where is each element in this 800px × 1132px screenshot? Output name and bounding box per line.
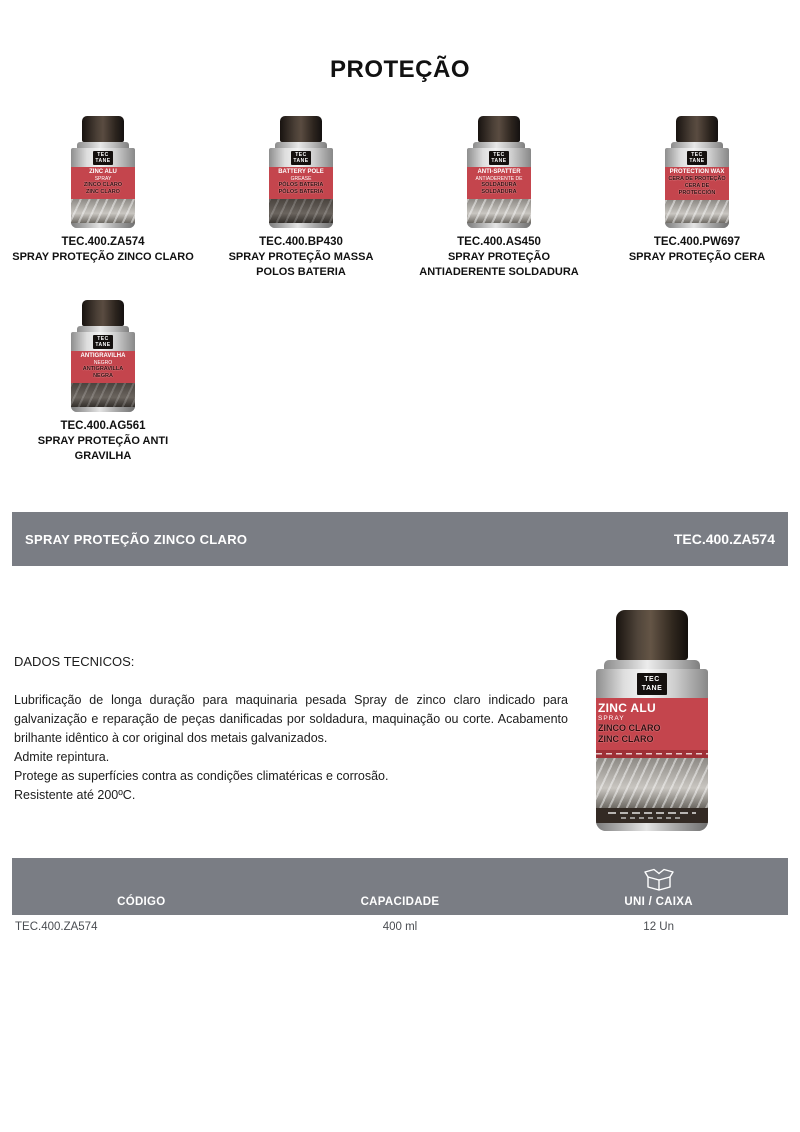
- can-cap: [82, 300, 124, 326]
- can-cap: [82, 116, 124, 142]
- spray-can-image: [70, 300, 136, 412]
- brand-logo: TEC TANE: [687, 151, 707, 165]
- product-grid-row-1: [0, 116, 800, 280]
- can-cap: [676, 116, 718, 142]
- product-card: [598, 116, 796, 280]
- product-code: TEC.400.PW697: [653, 236, 741, 248]
- spray-can-image: [268, 116, 334, 228]
- product-code: TEC.400.ZA574: [61, 236, 145, 248]
- can-rim: [665, 223, 729, 228]
- brand-logo: TEC TANE: [291, 151, 311, 165]
- spec-table-header: [12, 858, 788, 915]
- can-cap: [280, 116, 322, 142]
- spacer: [12, 863, 271, 893]
- product-name: SPRAY PROTEÇÃO ANTIADERENTE SOLDADURA: [419, 251, 579, 278]
- product-name: SPRAY PROTEÇÃO MASSA POLOS BATERIA: [228, 251, 374, 278]
- can-rim: [467, 223, 531, 228]
- can-rim: [71, 407, 135, 412]
- can-cap: [616, 610, 688, 660]
- product-card: [202, 116, 400, 280]
- product-name: SPRAY PROTEÇÃO CERA: [628, 251, 766, 263]
- can-body: [71, 332, 135, 412]
- product-card: [4, 116, 202, 280]
- column-header-capacidade: CAPACIDADE: [360, 896, 440, 908]
- description-line: Resistente até 200ºC.: [14, 788, 136, 802]
- can-cap: [478, 116, 520, 142]
- brand-logo: TEC TANE: [637, 673, 667, 695]
- can-photo-area: [71, 199, 135, 223]
- product-code: TEC.400.AS450: [457, 236, 541, 248]
- spray-can-image: [70, 116, 136, 228]
- description-line: Admite repintura.: [14, 750, 110, 764]
- can-shoulder: [604, 660, 700, 669]
- can-red-strip: [596, 750, 708, 758]
- detail-title: SPRAY PROTEÇÃO ZINCO CLARO: [25, 531, 248, 547]
- can-label: ANTI-SPATTER ANTIADERENTE DE SOLDADURA SOLDADURA: [467, 167, 531, 199]
- brand-logo: TEC TANE: [489, 151, 509, 165]
- product-code: TEC.400.AG561: [60, 420, 146, 432]
- spray-can-image: [664, 116, 730, 228]
- column-header-codigo: CÓDIGO: [117, 896, 166, 908]
- can-label: BATTERY POLE GREASE PÓLOS BATERIA PÓLOS BATERIA: [269, 167, 333, 199]
- detail-code: TEC.400.ZA574: [673, 531, 775, 547]
- can-photo-area: [665, 200, 729, 223]
- can-photo-area: [596, 758, 708, 808]
- can-body: [71, 148, 135, 228]
- can-rim: [269, 223, 333, 228]
- product-name: SPRAY PROTEÇÃO ANTI GRAVILHA: [37, 435, 169, 462]
- can-label: ANTIGRAVILHA NEGRO ANTIGRAVILLA NEGRA: [71, 351, 135, 383]
- detail-section: [12, 566, 788, 832]
- spacer: [271, 863, 530, 893]
- can-rim: [71, 223, 135, 228]
- box-icon: [529, 863, 788, 893]
- product-name: SPRAY PROTEÇÃO ZINCO CLARO: [12, 251, 194, 263]
- detail-product-image: [572, 566, 732, 832]
- description-line: Protege as superfícies contra as condições climatéricas e corrosão.: [14, 769, 389, 783]
- brand-logo: TEC TANE: [93, 335, 113, 349]
- spray-can-image-large: [593, 610, 711, 831]
- can-body: [467, 148, 531, 228]
- can-rim: [596, 823, 708, 831]
- spec-icon-row: [12, 863, 788, 893]
- can-photo-area: [71, 383, 135, 407]
- product-code: TEC.400.BP430: [259, 236, 343, 248]
- technical-data-label: DADOS TECNICOS:: [14, 654, 135, 669]
- can-label: ZINC ALU SPRAY ZINCO CLARO ZINC CLARO: [596, 698, 708, 750]
- spec-table: [12, 858, 788, 939]
- can-body: [665, 148, 729, 228]
- can-photo-area: [269, 199, 333, 223]
- technical-data: [12, 566, 572, 832]
- cell-capacidade: 400 ml: [382, 921, 418, 933]
- spray-can-image: [466, 116, 532, 228]
- table-row: [12, 915, 788, 939]
- can-photo-area: [467, 199, 531, 223]
- product-card: [4, 300, 202, 464]
- spec-label-row: [12, 893, 788, 915]
- can-body: [596, 669, 708, 831]
- product-description: Lubrificação de longa duração para maquinaria pesada Spray de zinco claro indicado para galvanização e reparação de peças danificadas por soldadura, maquinação ou corte. Acabamento brilhante idêntico à cor original dos metais galvanizados.: [14, 693, 568, 745]
- detail-section-header: [12, 512, 788, 566]
- brand-logo: TEC TANE: [93, 151, 113, 165]
- cell-codigo: TEC.400.ZA574: [15, 921, 98, 933]
- can-label: ZINC ALU SPRAY ZINCO CLARO ZINC CLARO: [71, 167, 135, 199]
- product-grid-row-2: [0, 300, 800, 464]
- cell-uni-caixa: 12 Un: [643, 921, 674, 933]
- column-header-uni-caixa: UNI / CAIXA: [624, 896, 693, 908]
- product-card: [400, 116, 598, 280]
- can-label: PROTECTION WAX CERA DE PROTEÇÃO CERA DE PROTECCIÓN: [665, 167, 729, 200]
- can-body: [269, 148, 333, 228]
- page-title: PROTEÇÃO: [329, 56, 470, 83]
- can-footer-band: [596, 808, 708, 823]
